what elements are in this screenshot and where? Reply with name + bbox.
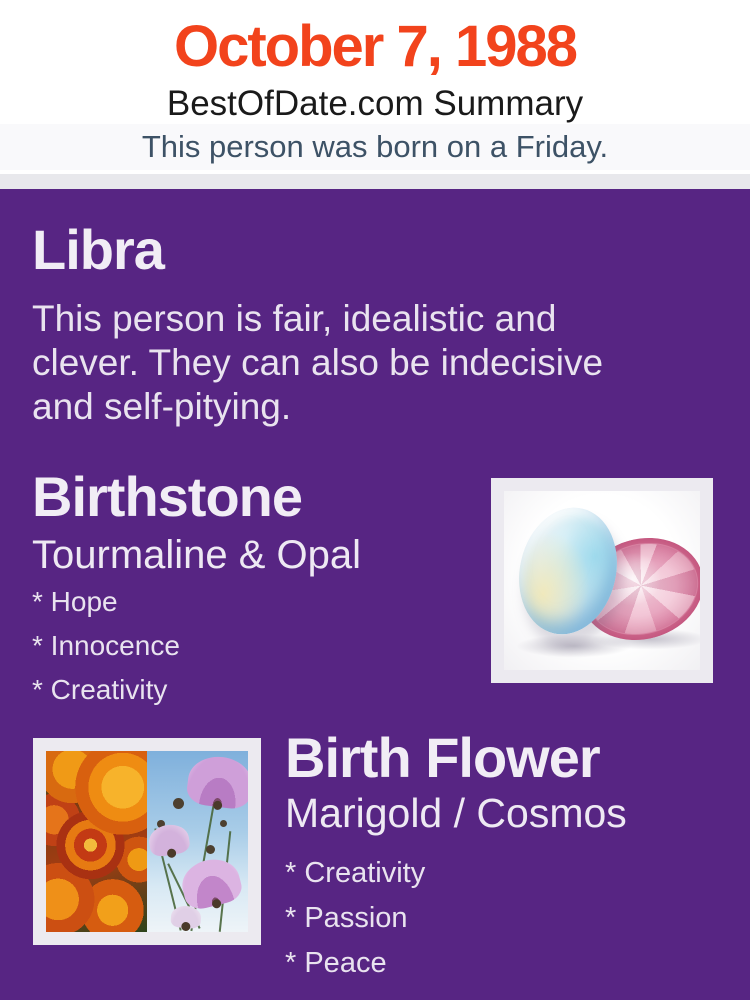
zodiac-heading: Libra — [32, 218, 164, 281]
cosmos-bloom — [177, 854, 244, 913]
birthstone-photo-inner — [504, 491, 700, 670]
cosmos-photo-half — [147, 751, 248, 932]
zodiac-description: This person is fair, idealistic and clever. They can also be indecisive and self-pitying. — [32, 298, 604, 427]
divider-strip — [0, 174, 750, 189]
site-summary: BestOfDate.com Summary — [166, 84, 584, 123]
birthstone-names: Tourmaline & Opal — [32, 533, 362, 577]
birthstone-trait: * Innocence — [32, 630, 180, 661]
cosmos-bloom — [185, 753, 248, 810]
birthstone-trait-list — [32, 580, 180, 712]
birth-flower-trait: * Passion — [285, 902, 408, 934]
birthstone-heading: Birthstone — [32, 465, 302, 528]
birth-flower-photo-inner — [46, 751, 248, 932]
birthstone-trait: * Creativity — [32, 674, 168, 705]
cosmos-bud — [173, 798, 184, 809]
date-title: October 7, 1988 — [174, 14, 576, 79]
born-day-line: This person was born on a Friday. — [0, 124, 750, 170]
birthstone-trait: * Hope — [32, 586, 118, 617]
purple-section — [0, 189, 750, 1000]
cosmos-bud — [220, 820, 227, 827]
birth-flower-photo — [33, 738, 261, 945]
birth-flower-trait: * Creativity — [285, 857, 426, 889]
birth-flower-heading: Birth Flower — [285, 726, 600, 789]
birth-flower-trait: * Peace — [285, 947, 387, 979]
birth-flower-names: Marigold / Cosmos — [285, 790, 627, 836]
marigold-photo-half — [46, 751, 147, 932]
birth-flower-trait-list — [285, 851, 425, 986]
birthstone-photo — [491, 478, 713, 683]
cosmos-bloom — [147, 822, 191, 858]
cosmos-bud — [206, 845, 215, 854]
